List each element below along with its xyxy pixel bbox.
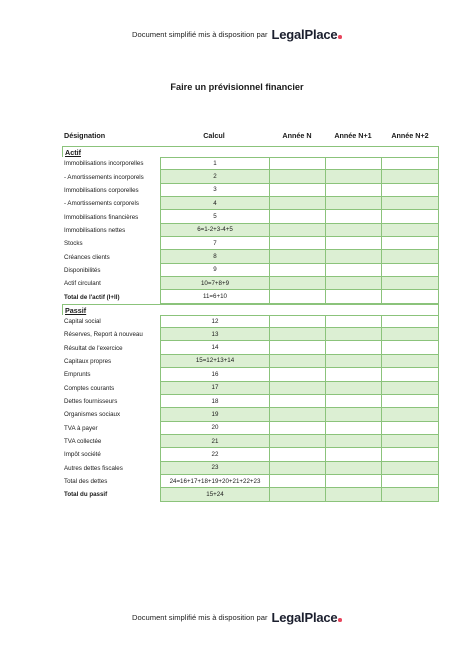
cell-annee-n1[interactable] bbox=[326, 475, 382, 488]
cell-annee-n2[interactable] bbox=[382, 210, 439, 223]
cell-annee-n2[interactable] bbox=[382, 435, 439, 448]
cell-annee-n1[interactable] bbox=[326, 290, 382, 303]
cell-annee-n2[interactable] bbox=[382, 488, 439, 501]
cell-annee-n2[interactable] bbox=[382, 422, 439, 435]
column-header-annee-n2: Année N+2 bbox=[391, 131, 429, 140]
row-designation: Immobilisations incorporelles bbox=[64, 160, 144, 168]
cell-annee-n[interactable] bbox=[270, 290, 326, 303]
cell-annee-n1[interactable] bbox=[326, 170, 382, 183]
row-designation: Comptes courants bbox=[64, 384, 115, 392]
cell-annee-n[interactable] bbox=[270, 184, 326, 197]
cell-annee-n[interactable] bbox=[270, 448, 326, 461]
cell-annee-n[interactable] bbox=[270, 315, 326, 328]
cell-annee-n1[interactable] bbox=[326, 355, 382, 368]
document-title: Faire un prévisionnel financier bbox=[170, 82, 304, 92]
row-calcul: 2 bbox=[160, 170, 270, 183]
table-row bbox=[62, 157, 439, 170]
row-calcul: 1 bbox=[160, 157, 270, 170]
cell-annee-n2[interactable] bbox=[382, 315, 439, 328]
section-header-actif bbox=[62, 146, 439, 157]
row-calcul: 12 bbox=[160, 315, 270, 328]
table-row bbox=[62, 448, 439, 461]
cell-annee-n1[interactable] bbox=[326, 408, 382, 421]
cell-annee-n2[interactable] bbox=[382, 237, 439, 250]
row-calcul: 23 bbox=[160, 462, 270, 475]
cell-annee-n[interactable] bbox=[270, 422, 326, 435]
cell-annee-n1[interactable] bbox=[326, 328, 382, 341]
cell-annee-n1[interactable] bbox=[326, 210, 382, 223]
cell-annee-n2[interactable] bbox=[382, 475, 439, 488]
legalplace-logo-footer[interactable] bbox=[272, 610, 342, 625]
row-designation: Capital social bbox=[64, 317, 101, 325]
cell-annee-n1[interactable] bbox=[326, 264, 382, 277]
row-designation: Immobilisations nettes bbox=[64, 226, 126, 234]
cell-annee-n[interactable] bbox=[270, 328, 326, 341]
brand-name-footer: LegalPlace bbox=[271, 609, 338, 625]
row-designation: Total des dettes bbox=[64, 478, 108, 486]
cell-annee-n1[interactable] bbox=[326, 448, 382, 461]
table-row bbox=[62, 408, 439, 421]
row-calcul: 10=7+8+9 bbox=[160, 277, 270, 290]
cell-annee-n[interactable] bbox=[270, 210, 326, 223]
cell-annee-n1[interactable] bbox=[326, 341, 382, 354]
row-calcul: 22 bbox=[160, 448, 270, 461]
cell-annee-n[interactable] bbox=[270, 197, 326, 210]
row-designation: Total du passif bbox=[64, 491, 108, 499]
cell-annee-n2[interactable] bbox=[382, 395, 439, 408]
row-designation: Immobilisations corporelles bbox=[64, 186, 139, 194]
row-calcul: 24=16+17+18+19+20+21+22+23 bbox=[160, 475, 270, 488]
cell-annee-n1[interactable] bbox=[326, 157, 382, 170]
row-calcul: 20 bbox=[160, 422, 270, 435]
cell-annee-n2[interactable] bbox=[382, 382, 439, 395]
cell-annee-n2[interactable] bbox=[382, 277, 439, 290]
table-row bbox=[62, 237, 439, 250]
cell-annee-n2[interactable] bbox=[382, 157, 439, 170]
cell-annee-n1[interactable] bbox=[326, 368, 382, 381]
bottom-banner bbox=[0, 607, 474, 627]
bottom-banner-text: Document simplifié mis à disposition par bbox=[132, 612, 268, 622]
row-calcul: 14 bbox=[160, 341, 270, 354]
table-row bbox=[62, 368, 439, 381]
cell-annee-n1[interactable] bbox=[326, 435, 382, 448]
cell-annee-n2[interactable] bbox=[382, 328, 439, 341]
row-designation: Immobilisations financières bbox=[64, 213, 139, 221]
row-designation: Actif circulant bbox=[64, 280, 101, 288]
cell-annee-n2[interactable] bbox=[382, 250, 439, 263]
table-row bbox=[62, 290, 439, 303]
row-designation: Total de l'actif (I+II) bbox=[64, 293, 120, 301]
cell-annee-n[interactable] bbox=[270, 250, 326, 263]
row-calcul: 4 bbox=[160, 197, 270, 210]
cell-annee-n[interactable] bbox=[270, 488, 326, 501]
row-designation: Autres dettes fiscales bbox=[64, 464, 123, 472]
row-designation: Organismes sociaux bbox=[64, 411, 121, 419]
row-calcul: 6=1-2+3-4+5 bbox=[160, 224, 270, 237]
cell-annee-n1[interactable] bbox=[326, 184, 382, 197]
column-header-annee-n: Année N bbox=[282, 131, 312, 140]
row-calcul: 15+24 bbox=[160, 488, 270, 501]
table-row bbox=[62, 341, 439, 354]
brand-dot-icon bbox=[338, 618, 342, 622]
column-header-calcul: Calcul bbox=[203, 131, 225, 140]
cell-annee-n[interactable] bbox=[270, 224, 326, 237]
cell-annee-n2[interactable] bbox=[382, 448, 439, 461]
table-row bbox=[62, 382, 439, 395]
table-row bbox=[62, 475, 439, 488]
brand-name: LegalPlace bbox=[271, 26, 338, 42]
row-calcul: 19 bbox=[160, 408, 270, 421]
cell-annee-n2[interactable] bbox=[382, 355, 439, 368]
cell-annee-n2[interactable] bbox=[382, 184, 439, 197]
cell-annee-n[interactable] bbox=[270, 277, 326, 290]
row-designation: Capitaux propres bbox=[64, 357, 112, 365]
table-row bbox=[62, 435, 439, 448]
cell-annee-n[interactable] bbox=[270, 382, 326, 395]
row-designation: Résultat de l'exercice bbox=[64, 344, 123, 352]
table-row bbox=[62, 250, 439, 263]
table-row bbox=[62, 395, 439, 408]
cell-annee-n[interactable] bbox=[270, 237, 326, 250]
row-designation: Stocks bbox=[64, 240, 83, 248]
row-designation: Créances clients bbox=[64, 253, 110, 261]
row-calcul: 15=12+13+14 bbox=[160, 355, 270, 368]
cell-annee-n1[interactable] bbox=[326, 315, 382, 328]
row-calcul: 16 bbox=[160, 368, 270, 381]
section-label: Passif bbox=[65, 305, 87, 315]
cell-annee-n1[interactable] bbox=[326, 277, 382, 290]
top-banner bbox=[0, 24, 474, 44]
table-row bbox=[62, 170, 439, 183]
cell-annee-n2[interactable] bbox=[382, 408, 439, 421]
row-designation: Dettes fournisseurs bbox=[64, 398, 118, 406]
column-header-annee-n1: Année N+1 bbox=[334, 131, 372, 140]
cell-annee-n1[interactable] bbox=[326, 462, 382, 475]
cell-annee-n1[interactable] bbox=[326, 250, 382, 263]
cell-annee-n[interactable] bbox=[270, 170, 326, 183]
row-designation: TVA collectée bbox=[64, 438, 102, 446]
cell-annee-n1[interactable] bbox=[326, 395, 382, 408]
row-calcul: 11=6+10 bbox=[160, 290, 270, 303]
table-row bbox=[62, 422, 439, 435]
row-calcul: 3 bbox=[160, 184, 270, 197]
cell-annee-n1[interactable] bbox=[326, 197, 382, 210]
cell-annee-n1[interactable] bbox=[326, 224, 382, 237]
table-row bbox=[62, 315, 439, 328]
cell-annee-n2[interactable] bbox=[382, 264, 439, 277]
cell-annee-n2[interactable] bbox=[382, 197, 439, 210]
row-calcul: 8 bbox=[160, 250, 270, 263]
row-calcul: 17 bbox=[160, 382, 270, 395]
cell-annee-n2[interactable] bbox=[382, 341, 439, 354]
cell-annee-n[interactable] bbox=[270, 435, 326, 448]
cell-annee-n[interactable] bbox=[270, 395, 326, 408]
cell-annee-n1[interactable] bbox=[326, 488, 382, 501]
cell-annee-n2[interactable] bbox=[382, 224, 439, 237]
row-designation: TVA à payer bbox=[64, 424, 98, 432]
cell-annee-n[interactable] bbox=[270, 475, 326, 488]
legalplace-logo[interactable] bbox=[272, 27, 342, 42]
row-calcul: 7 bbox=[160, 237, 270, 250]
cell-annee-n2[interactable] bbox=[382, 462, 439, 475]
cell-annee-n[interactable] bbox=[270, 264, 326, 277]
column-header-designation: Désignation bbox=[64, 131, 106, 140]
cell-annee-n[interactable] bbox=[270, 462, 326, 475]
row-calcul: 5 bbox=[160, 210, 270, 223]
table-row bbox=[62, 488, 439, 501]
row-calcul: 21 bbox=[160, 435, 270, 448]
cell-annee-n[interactable] bbox=[270, 341, 326, 354]
cell-annee-n1[interactable] bbox=[326, 237, 382, 250]
cell-annee-n[interactable] bbox=[270, 408, 326, 421]
cell-annee-n[interactable] bbox=[270, 157, 326, 170]
table-row bbox=[62, 355, 439, 368]
table-row bbox=[62, 264, 439, 277]
cell-annee-n2[interactable] bbox=[382, 170, 439, 183]
table-row bbox=[62, 210, 439, 223]
table-row bbox=[62, 197, 439, 210]
section-label: Actif bbox=[65, 148, 81, 157]
row-designation: Impôt société bbox=[64, 451, 101, 459]
cell-annee-n[interactable] bbox=[270, 355, 326, 368]
row-calcul: 18 bbox=[160, 395, 270, 408]
row-calcul: 9 bbox=[160, 264, 270, 277]
cell-annee-n1[interactable] bbox=[326, 382, 382, 395]
row-designation: Emprunts bbox=[64, 371, 91, 379]
table-row bbox=[62, 224, 439, 237]
cell-annee-n2[interactable] bbox=[382, 368, 439, 381]
cell-annee-n1[interactable] bbox=[326, 422, 382, 435]
balance-sheet-table bbox=[62, 146, 439, 502]
top-banner-text: Document simplifié mis à disposition par bbox=[132, 29, 268, 39]
row-designation: Disponibilités bbox=[64, 266, 101, 274]
table-row bbox=[62, 184, 439, 197]
row-calcul: 13 bbox=[160, 328, 270, 341]
table-row bbox=[62, 328, 439, 341]
section-header-passif bbox=[62, 304, 439, 315]
table-row bbox=[62, 462, 439, 475]
table-row bbox=[62, 277, 439, 290]
row-designation: - Amortissements incorporels bbox=[64, 173, 144, 181]
brand-dot-icon bbox=[338, 35, 342, 39]
row-designation: Réserves, Report à nouveau bbox=[64, 331, 143, 339]
row-designation: - Amortissements corporels bbox=[64, 200, 139, 208]
cell-annee-n2[interactable] bbox=[382, 290, 439, 303]
cell-annee-n[interactable] bbox=[270, 368, 326, 381]
